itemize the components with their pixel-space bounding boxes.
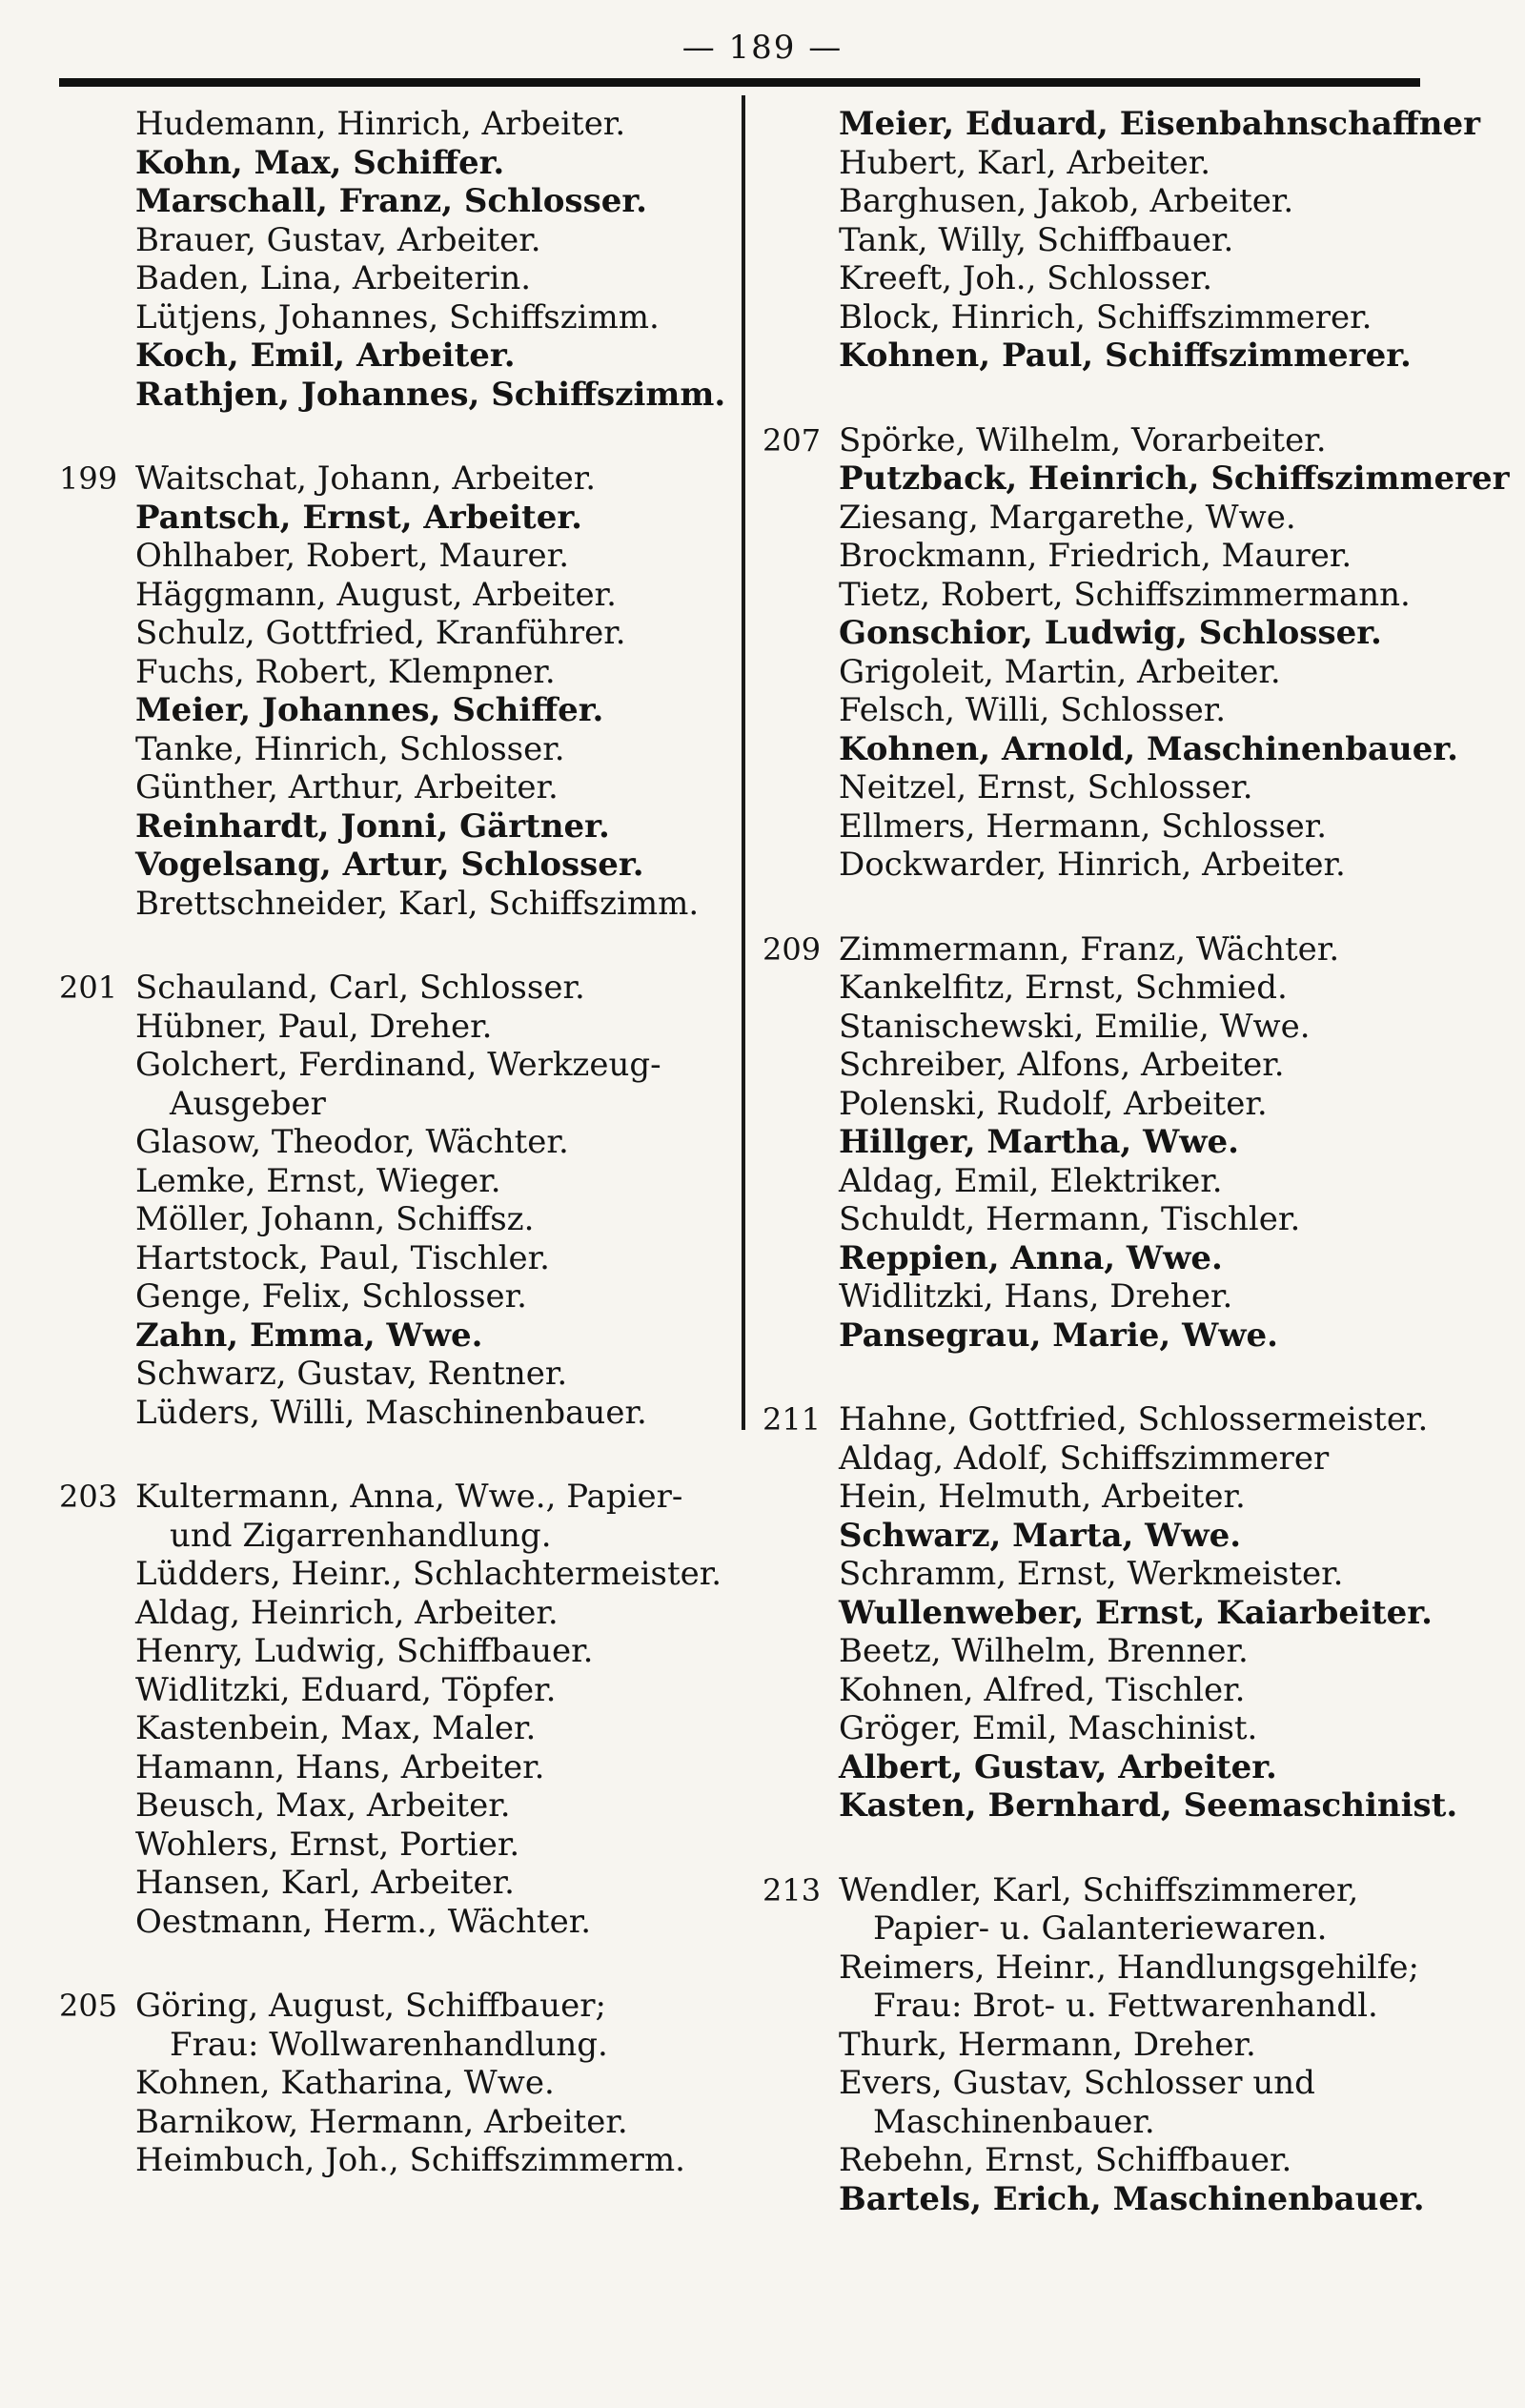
house-block [762,105,1481,376]
resident-entry: Hubert, Karl, Arbeiter. [839,143,1211,182]
page-number: — 189 — [681,29,844,67]
resident-entry: Reppien, Anna, Wwe. [839,1238,1223,1277]
resident-entry: Block, Hinrich, Schiffszimmerer. [839,297,1372,337]
resident-entry: Schwarz, Marta, Wwe. [839,1516,1242,1555]
resident-entry: Papier- u. Galanteriewaren. [873,1909,1328,1948]
right-column [762,105,1510,2218]
resident-entry: Brauer, Gustav, Arbeiter. [135,220,541,259]
resident-entry: und Zigarrenhandlung. [170,1516,552,1555]
resident-entry: Möller, Johann, Schiffsz. [135,1200,535,1238]
resident-entry: Maschinenbauer. [873,2102,1155,2141]
resident-entry: Gröger, Emil, Maschinist. [839,1709,1258,1747]
resident-entry: Lüders, Willi, Maschinenbauer. [135,1393,647,1432]
resident-entry: Ohlhaber, Robert, Maurer. [135,537,569,575]
resident-entry: Polenski, Rudolf, Arbeiter. [839,1084,1268,1123]
house-block [59,969,726,1432]
resident-entry: Golchert, Ferdinand, Werkzeug- [135,1046,661,1084]
resident-entry: Bartels, Erich, Maschinenbauer. [839,2179,1425,2218]
resident-entry: Zahn, Emma, Wwe. [135,1316,483,1355]
resident-entry: Tietz, Robert, Schiffszimmermann. [839,575,1411,614]
resident-entry: Spörke, Wilhelm, Vorarbeiter. [839,420,1327,459]
resident-entry: Kohnen, Paul, Schiffszimmerer. [839,337,1412,375]
resident-entry: Hansen, Karl, Arbeiter. [135,1864,515,1902]
resident-entry: Brettschneider, Karl, Schiffszimm. [135,884,700,923]
resident-entry: Schramm, Ernst, Werkmeister. [839,1555,1344,1593]
house-number: 205 [59,1988,118,2024]
resident-entry: Kohnen, Katharina, Wwe. [135,2064,555,2102]
resident-entry: Ellmers, Hermann, Schlosser. [839,806,1328,846]
house-block [762,930,1458,1356]
resident-entry: Tanke, Hinrich, Schlosser. [135,729,565,768]
resident-entry: Kreeft, Joh., Schlosser. [839,259,1213,297]
resident-entry: Hein, Helmuth, Arbeiter. [839,1478,1246,1516]
resident-entry: Koch, Emil, Arbeiter. [135,337,516,375]
resident-entry: Marschall, Franz, Schlosser. [135,182,647,220]
resident-entry: Häggmann, August, Arbeiter. [135,575,617,614]
resident-entry: Schwarz, Gustav, Rentner. [135,1355,568,1393]
resident-entry: Barghusen, Jakob, Arbeiter. [839,182,1294,220]
house-block [59,1478,726,1941]
resident-entry: Glasow, Theodor, Wächter. [135,1123,569,1161]
resident-entry: Rathjen, Johannes, Schiffszimm. [135,375,726,414]
resident-entry: Vogelsang, Artur, Schlosser. [135,846,644,884]
resident-entry: Tank, Willy, Schiffbauer. [839,220,1234,259]
resident-entry: Zimmermann, Franz, Wächter. [839,929,1340,969]
resident-entry: Gonschior, Ludwig, Schlosser. [839,614,1382,652]
resident-entry: Hillger, Martha, Wwe. [839,1123,1240,1161]
resident-entry: Rebehn, Ernst, Schiffbauer. [839,2141,1292,2179]
resident-entry: Kasten, Bernhard, Seemaschinist. [839,1786,1458,1825]
resident-entry: Lemke, Ernst, Wieger. [135,1161,501,1200]
header-rule [59,78,1420,87]
resident-entry: Henry, Ludwig, Schiffbauer. [135,1632,594,1670]
resident-entry: Reinhardt, Jonni, Gärtner. [135,806,610,846]
resident-entry: Thurk, Hermann, Dreher. [839,2025,1256,2064]
resident-entry: Beetz, Wilhelm, Brenner. [839,1632,1249,1670]
resident-entry: Lütjens, Johannes, Schiffszimm. [135,297,660,337]
resident-entry: Ziesang, Margarethe, Wwe. [839,498,1296,537]
resident-entry: Heimbuch, Joh., Schiffszimmerm. [135,2141,685,2179]
resident-entry: Günther, Arthur, Arbeiter. [135,768,559,806]
resident-entry: Widlitzki, Eduard, Töpfer. [135,1670,557,1709]
resident-entry: Beusch, Max, Arbeiter. [135,1786,511,1825]
resident-entry: Hahne, Gottfried, Schlossermeister. [839,1400,1429,1439]
resident-entry: Kastenbein, Max, Maler. [135,1709,537,1747]
resident-entry: Göring, August, Schiffbauer; [135,1987,606,2025]
house-block [59,105,726,414]
resident-entry: Dockwarder, Hinrich, Arbeiter. [839,846,1346,884]
resident-entry: Schreiber, Alfons, Arbeiter. [839,1046,1285,1084]
column-divider [742,95,745,1430]
resident-entry: Kohnen, Alfred, Tischler. [839,1670,1246,1709]
resident-entry: Schuldt, Hermann, Tischler. [839,1200,1301,1238]
house-number: 201 [59,969,118,1006]
resident-entry: Fuchs, Robert, Klempner. [135,652,556,691]
house-number: 207 [762,421,822,459]
resident-entry: Hamann, Hans, Arbeiter. [135,1747,545,1786]
resident-entry: Reimers, Heinr., Handlungsgehilfe; [839,1948,1419,1987]
resident-entry: Wendler, Karl, Schiffszimmerer, [839,1870,1359,1909]
resident-entry: Widlitzki, Hans, Dreher. [839,1277,1233,1316]
resident-entry: Stanischewski, Emilie, Wwe. [839,1007,1311,1046]
resident-entry: Kankelfitz, Ernst, Schmied. [839,969,1288,1007]
house-block [59,1987,726,2180]
resident-entry: Barnikow, Hermann, Arbeiter. [135,2102,628,2141]
resident-entry: Kohn, Max, Schiffer. [135,143,505,182]
house-number: 211 [762,1401,822,1438]
resident-entry: Putzback, Heinrich, Schiffszimmerer [839,459,1510,498]
resident-entry: Meier, Eduard, Eisenbahnschaffner [839,105,1481,143]
left-column [59,105,726,2180]
resident-entry: Neitzel, Ernst, Schlosser. [839,768,1253,806]
resident-entry: Wullenweber, Ernst, Kaiarbeiter. [839,1593,1433,1632]
resident-entry: Evers, Gustav, Schlosser und [839,2064,1315,2102]
resident-entry: Waitschat, Johann, Arbeiter. [135,459,597,498]
house-block [762,1871,1458,2219]
resident-entry: Aldag, Emil, Elektriker. [839,1161,1223,1200]
resident-entry: Baden, Lina, Arbeiterin. [135,259,532,297]
resident-entry: Brockmann, Friedrich, Maurer. [839,537,1352,575]
resident-entry: Ausgeber [170,1084,326,1123]
resident-entry: Pansegrau, Marie, Wwe. [839,1316,1279,1355]
house-number: 213 [762,1871,822,1908]
resident-entry: Albert, Gustav, Arbeiter. [839,1747,1277,1786]
resident-entry: Genge, Felix, Schlosser. [135,1277,527,1316]
resident-entry: Lüdders, Heinr., Schlachtermeister. [135,1555,722,1593]
resident-entry: Hübner, Paul, Dreher. [135,1007,493,1046]
resident-entry: Kultermann, Anna, Wwe., Papier- [135,1478,683,1516]
house-number: 203 [59,1479,118,1515]
resident-entry: Oestmann, Herm., Wächter. [135,1902,592,1941]
house-number: 209 [762,930,822,968]
resident-entry: Schulz, Gottfried, Kranführer. [135,614,626,652]
resident-entry: Hartstock, Paul, Tischler. [135,1238,550,1277]
house-number: 199 [59,460,118,497]
resident-entry: Aldag, Heinrich, Arbeiter. [135,1593,559,1632]
resident-entry: Hudemann, Hinrich, Arbeiter. [135,105,626,143]
house-block [59,459,726,923]
resident-entry: Frau: Wollwarenhandlung. [170,2025,608,2064]
resident-entry: Meier, Johannes, Schiffer. [135,691,604,729]
resident-entry: Frau: Brot- u. Fettwarenhandl. [873,1987,1378,2025]
house-block [762,1400,1458,1826]
resident-entry: Aldag, Adolf, Schiffszimmerer [839,1439,1330,1478]
resident-entry: Schauland, Carl, Schlosser. [135,969,585,1007]
resident-entry: Pantsch, Ernst, Arbeiter. [135,498,582,537]
resident-entry: Felsch, Willi, Schlosser. [839,691,1227,729]
resident-entry: Wohlers, Ernst, Portier. [135,1825,520,1864]
house-block [762,420,1510,885]
resident-entry: Kohnen, Arnold, Maschinenbauer. [839,729,1459,768]
resident-entry: Grigoleit, Martin, Arbeiter. [839,652,1281,691]
